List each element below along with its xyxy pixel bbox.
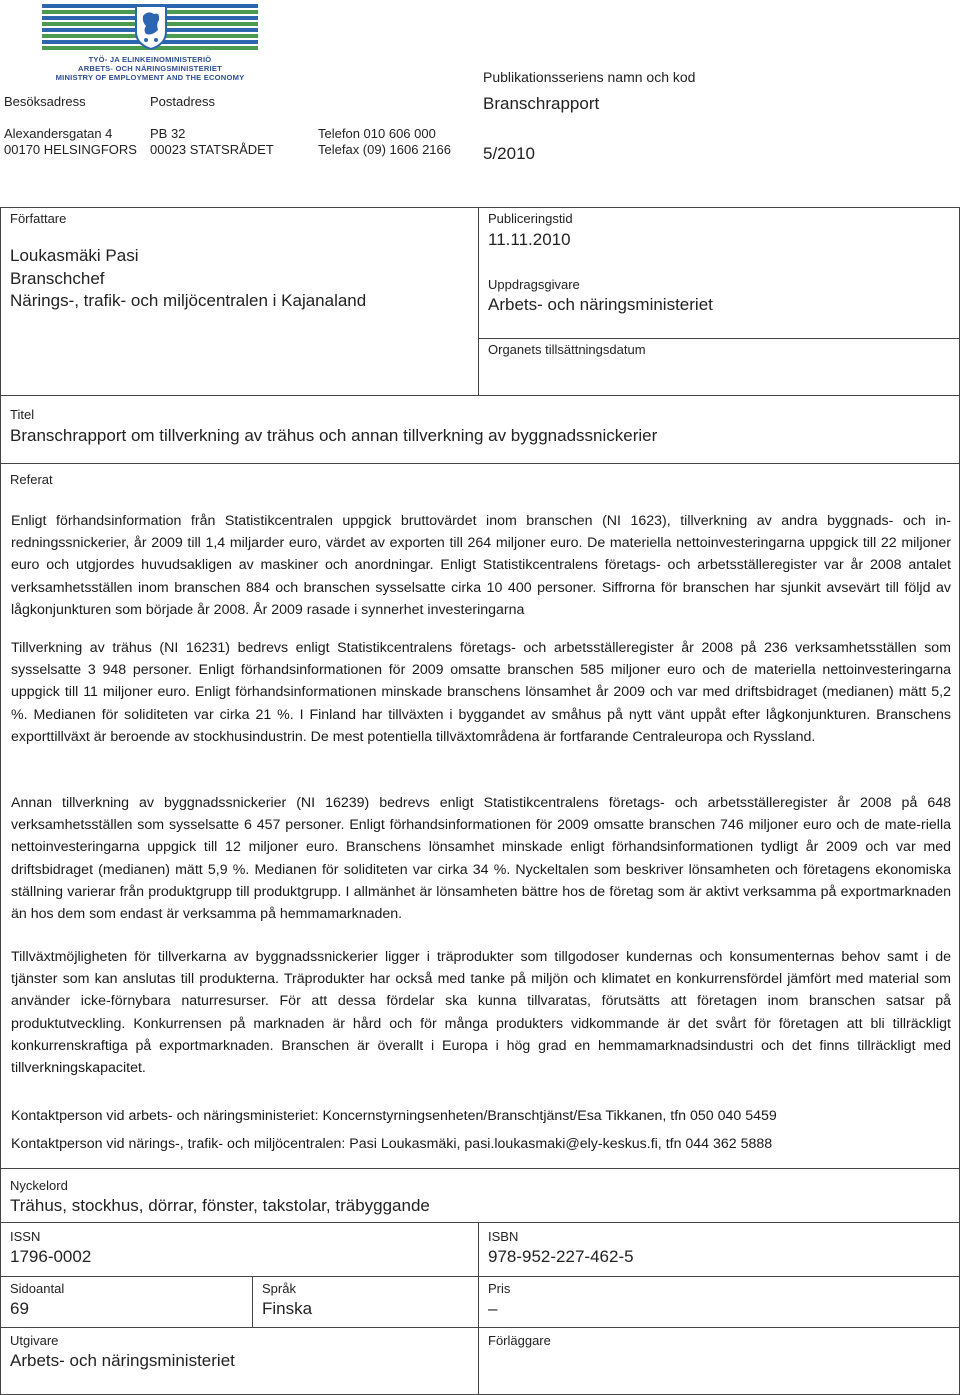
publisher-label: Utgivare bbox=[10, 1333, 59, 1348]
logo-text-english: MINISTRY OF EMPLOYMENT AND THE ECONOMY bbox=[55, 73, 245, 82]
fax-number: Telefax (09) 1606 2166 bbox=[318, 142, 451, 157]
commissioner-label: Uppdragsgivare bbox=[488, 277, 580, 292]
contact-ministry: Kontaktperson vid arbets- och näringsministeriet: Koncernstyrningsenheten/Branschtjänst/Esa Tikkanen, tfn 050 040 5459 bbox=[11, 1108, 777, 1124]
issn-label: ISSN bbox=[10, 1229, 41, 1244]
series-code: 5/2010 bbox=[483, 144, 535, 163]
title-label: Titel bbox=[10, 407, 35, 422]
series-name: Branschrapport bbox=[483, 94, 600, 113]
language-value: Finska bbox=[262, 1299, 313, 1318]
organ-date-label: Organets tillsättningsdatum bbox=[488, 342, 646, 357]
commissioner: Arbets- och näringsministeriet bbox=[488, 295, 713, 314]
pages-value: 69 bbox=[10, 1299, 29, 1318]
author-role: Branschchef bbox=[10, 269, 105, 288]
post-box: PB 32 bbox=[150, 126, 186, 141]
visit-street: Alexandersgatan 4 bbox=[4, 126, 113, 141]
lion-crest-icon bbox=[134, 4, 168, 50]
abstract-paragraph-4: Tillväxtmöjligheten för tillverkarna av byggnadssnickerier ligger i träprodukter som tillgodoser kundernas och konsumenternas behov samt i de tjänster som kan anslutas till produkterna. Träprodukter har också med tanke på miljön och klimatet en konkurrensfördel jämfört med material som använder icke-förnybara naturresurser. För att dessa fördelar ska kunna tillvaratas, förutsätts att företagen inom branschen satsar på produktutveckling. Konkurrensen på marknaden är hård och för många produkters vidkommande är det svårt för företagen att bli tillräckligt konkurrenskraftiga på exportmarknaden. Branschen är överallt i Europa i hög grad en hemmamarknadsindustri och det finns tillräckligt med tillverkningskapacitet. bbox=[11, 949, 951, 1077]
keywords-label: Nyckelord bbox=[10, 1178, 68, 1193]
isbn-label: ISBN bbox=[488, 1229, 519, 1244]
publication-date: 11.11.2010 bbox=[488, 230, 571, 249]
language-label: Språk bbox=[262, 1281, 296, 1296]
distributor-label: Förläggare bbox=[488, 1333, 551, 1348]
post-address-label: Postadress bbox=[150, 94, 216, 109]
document-title: Branschrapport om tillverkning av trähus och annan tillverkning av byggnadssnickerier bbox=[10, 426, 658, 445]
abstract-paragraph-2: Tillverkning av trähus (NI 16231) bedrevs enligt Statistikcentralens företags- och arbetsställeregister år 2008 på 236 verksamhetsställen som sysselsatte 3 948 personer. Enligt förhandsinformationen för 2009 omsatte branschen 585 miljoner euro och de materiella nettoinvesteringarna uppgick till 11 miljoner euro. Enligt förhandsinformationen minskade branschens lönsamhet år 2009 och var med driftsbidraget (medianen) mätt 5,2 %. Medianen för soliditeten var cirka 21 %. I Finland har tillväxten i byggandet av småhus på nytt vänt uppåt efter lågkonjunkturen. Branschens exporttillväxt är beroende av stockhusindustrin. De mest potentiella tillväxtområdena är fortfarande Centraleuropa och Ryssland. bbox=[11, 640, 951, 745]
logo-text-swedish: ARBETS- OCH NÄRINGSMINISTERIET bbox=[78, 64, 222, 73]
author-name: Loukasmäki Pasi bbox=[10, 246, 139, 265]
publisher-value: Arbets- och näringsministeriet bbox=[10, 1351, 235, 1370]
publication-date-label: Publiceringstid bbox=[488, 211, 573, 226]
abstract-paragraph-1: Enligt förhandsinformation från Statistikcentralen uppgick bruttovärdet inom branschen (NI 1623), tillverkning av andra byggnads- och in-redningssnickerier, år 2009 till 1,4 miljarder euro, värdet av exporten till 264 miljoner euro. De materiella nettoinvesteringarna uppgick till 22 miljoner euro och utgjordes huvudsakligen av maskiner och anordningar. Enligt Statistikcentralens företags- och arbetsställeregister var år 2008 antalet verksamhetsställen inom branschen 884 och branschen sysselsatte cirka 10 400 personer. Siffrorna för branschen har sjunkit avsevärt till följd av lågkonjunkturen som började år 2008. År 2009 rasade i synnerhet investeringarna bbox=[11, 513, 951, 618]
isbn-value: 978-952-227-462-5 bbox=[488, 1247, 634, 1266]
phone-number: Telefon 010 606 000 bbox=[318, 126, 436, 141]
abstract-label: Referat bbox=[10, 472, 53, 487]
keywords: Trähus, stockhus, dörrar, fönster, takstolar, träbyggande bbox=[10, 1196, 430, 1215]
post-city: 00023 STATSRÅDET bbox=[150, 142, 274, 157]
visit-address-label: Besöksadress bbox=[4, 94, 86, 109]
price-value: – bbox=[488, 1299, 498, 1318]
ministry-logo bbox=[42, 4, 258, 80]
visit-city: 00170 HELSINGFORS bbox=[4, 142, 137, 157]
series-label: Publikationsseriens namn och kod bbox=[483, 69, 696, 85]
author-label: Författare bbox=[10, 211, 67, 226]
contact-centre: Kontaktperson vid närings-, trafik- och miljöcentralen: Pasi Loukasmäki, pasi.loukasmaki@ely-keskus.fi, tfn 044 362 5888 bbox=[11, 1136, 773, 1152]
price-label: Pris bbox=[488, 1281, 511, 1296]
issn-value: 1796-0002 bbox=[10, 1247, 92, 1266]
abstract-paragraph-3: Annan tillverkning av byggnadssnickerier (NI 16239) bedrevs enligt Statistikcentralens företags- och arbetsställeregister år 2008 på 648 verksamhetsställen som sysselsatte 6 457 personer. Enligt förhandsinformationen för 2009 omsatte branschen 746 miljoner euro och de mate-riella nettoinvesteringarna uppgick till 12 miljoner euro. Branschens lönsamhet minskade enligt förhandsinformationen tydligt år 2009 och var med driftsbidraget (medianen) mätt 5,9 %. Medianen för soliditeten var cirka 34 %. Nyckeltalen som beskriver lönsamheten och företagens ekonomiska ställning varierar från produktgrupp till produktgrupp. I allmänhet är lönsamheten bättre hos de företag som är aktivt verksamma på exportmarknaden än hos dem som endast är verksamma på hemmamarknaden. bbox=[11, 795, 951, 923]
pages-label: Sidoantal bbox=[10, 1281, 65, 1296]
logo-text-finnish: TYÖ- JA ELINKEINOMINISTERIÖ bbox=[88, 55, 212, 64]
author-organization: Närings-, trafik- och miljöcentralen i Kajanaland bbox=[10, 291, 367, 310]
